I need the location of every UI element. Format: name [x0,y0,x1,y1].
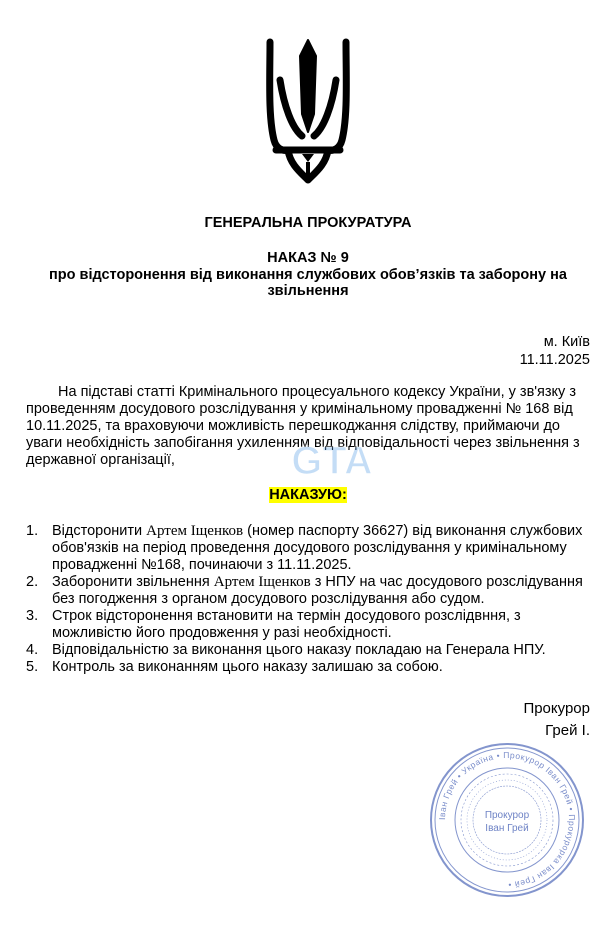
signature-name: Грей І. [545,722,590,739]
svg-text:Іван Грей: Іван Грей [485,823,529,834]
person-name: Артем Іщенков [146,523,244,539]
preamble-paragraph: На підставі статті Кримінального процесуального кодексу України, у зв'язку з проведенням досудового розслідування у кримінальному провадженні № 168 від 10.11.2025, та враховуючи можливість перешкоджання слідству, приймаючи до уваги необхідність запобігання ухиленням від відповідальності через звільнення з державної організації, [26,384,580,468]
svg-text:Іван Грей • Україна • Прокурор: Іван Грей • Україна • Прокурор Іван Грей • Прокурорка Іван Грей • [436,749,578,891]
order-date: 11.11.2025 [519,352,590,368]
trident-icon [258,36,358,186]
list-item: 4. Відповідальністю за виконання цього наказу покладаю на Генерала НПУ. [26,642,546,658]
signature-title: Прокурор [523,700,590,717]
decree-heading: НАКАЗУЮ: [269,487,347,503]
person-name: Артем Іщенков [213,574,311,590]
svg-text:GTA: GTA [291,439,373,483]
order-title: про відсторонення від виконання службових обов’язків та заборону на звільнення [49,267,567,299]
watermark-logo [262,436,402,484]
list-item: 5. Контроль за виконанням цього наказу залишаю за собою. [26,659,443,675]
order-number: НАКАЗ № 9 [267,250,349,266]
list-item: 3. Строк відсторонення встановити на термін досудового розслідвння, з можливістю його продовження у разі необхідності. [26,608,521,641]
list-item: 1. Відсторонити Артем Іщенков (номер паспорту 36627) від виконання службових обов'язків на період проведення досудового розслідування у кримінальному провадженні №168, починаючи з 11.11.2025. [26,523,583,573]
organization-title: ГЕНЕРАЛЬНА ПРОКУРАТУРА [204,215,412,231]
list-item: 2. Заборонити звільнення Артем Іщенков з НПУ на час досудового розслідування без погодження з органом досудового розслідування або судом. [26,574,583,607]
city: м. Київ [543,334,590,350]
svg-text:Прокурор: Прокурор [484,810,530,821]
order-items-list [26,523,592,676]
official-seal [427,740,587,900]
